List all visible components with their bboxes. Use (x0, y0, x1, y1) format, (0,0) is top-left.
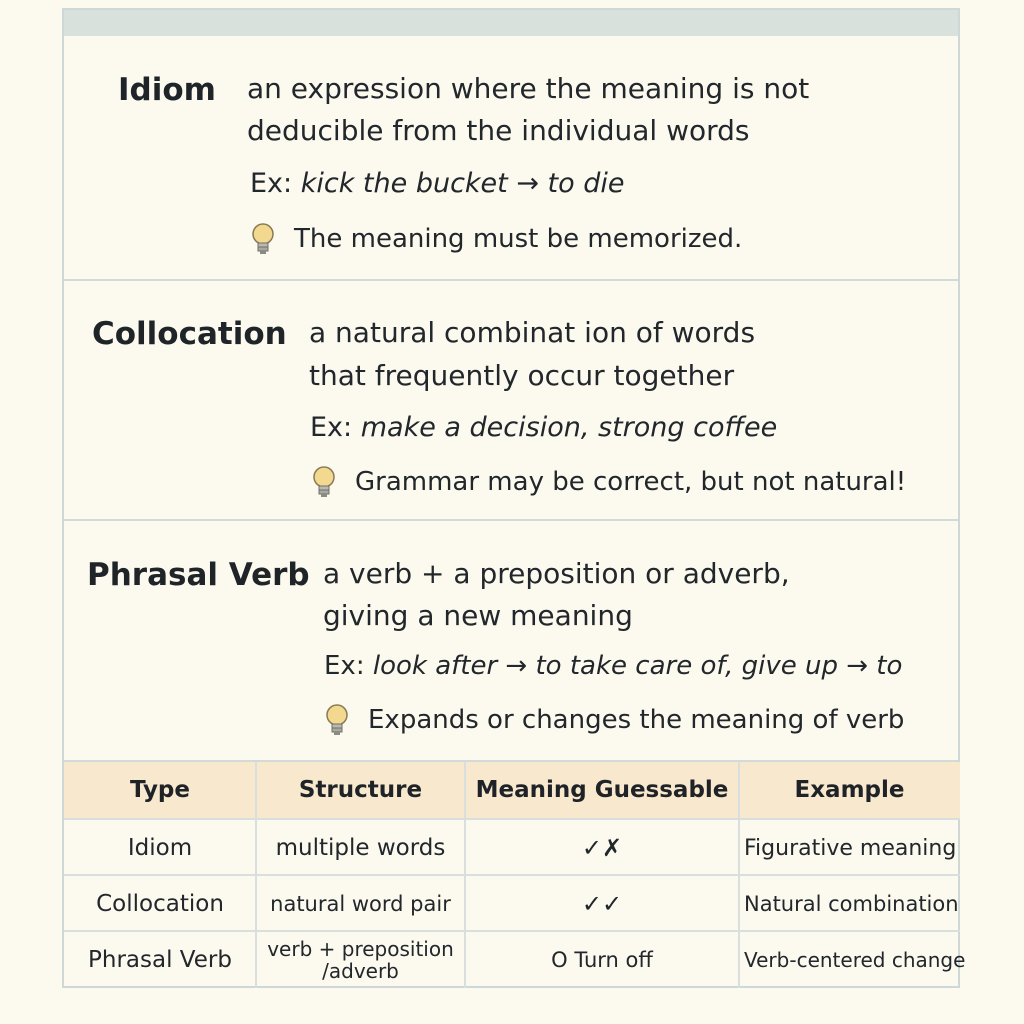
structure-line2: /adverb (322, 959, 399, 983)
table-cell: Collocation (96, 891, 224, 917)
tip-idiom (250, 222, 742, 256)
tip-text: Expands or changes the meaning of verb (368, 705, 905, 735)
term-collocation: Collocation (92, 316, 287, 352)
example-phrasal-verb (324, 651, 902, 681)
table-cell: ✓✗ (581, 834, 623, 862)
term-phrasal-verb: Phrasal Verb (87, 557, 310, 593)
example-prefix: Ex: (250, 168, 293, 199)
top-bar (64, 10, 958, 36)
definition-phrasal-verb-line2: giving a new meaning (323, 599, 633, 632)
table-cell: ✓✓ (581, 890, 623, 918)
comparison-table (64, 762, 966, 988)
example-text: look after → to take care of, give up → to (372, 651, 903, 681)
example-prefix: Ex: (324, 651, 365, 681)
table-cell: Figurative meaning (744, 835, 957, 861)
table-cell: Idiom (127, 835, 193, 861)
table-cell: multiple words (275, 835, 446, 861)
lightbulb-icon (311, 465, 337, 499)
example-text: kick the bucket → to die (300, 168, 625, 199)
tip-collocation (311, 465, 906, 499)
table-cell: Verb-centered change (744, 948, 966, 972)
example-text: make a decision, strong coffee (360, 412, 778, 443)
row-divider (64, 930, 960, 932)
header-meaning-guessable: Meaning Guessable (475, 777, 729, 803)
example-collocation (310, 412, 777, 443)
example-prefix: Ex: (310, 412, 353, 443)
tip-text: Grammar may be correct, but not natural! (355, 467, 907, 497)
table-cell: Natural combination (744, 892, 959, 916)
lightbulb-icon (324, 703, 350, 737)
table-cell: natural word pair (270, 892, 451, 916)
table-cell: O Turn off (551, 948, 653, 972)
definition-collocation-line2: that frequently occur together (309, 359, 735, 392)
header-example: Example (794, 777, 905, 803)
header-type: Type (129, 777, 190, 803)
tip-text: The meaning must be memorized. (294, 224, 743, 254)
definition-phrasal-verb-line1: a verb + a preposition or adverb, (323, 557, 790, 590)
definition-idiom-line2: deducible from the individual words (247, 114, 750, 147)
table-cell (256, 932, 465, 988)
example-idiom (250, 168, 624, 199)
section-divider (64, 279, 958, 281)
definition-collocation-line1: a natural combinat ion of words (309, 316, 756, 349)
term-idiom: Idiom (118, 72, 216, 108)
row-divider (64, 818, 960, 820)
tip-phrasal-verb (324, 703, 904, 737)
structure-line1: verb + preposition (267, 937, 454, 961)
lightbulb-icon (250, 222, 276, 256)
table-cell: Phrasal Verb (88, 947, 232, 973)
row-divider (64, 874, 960, 876)
section-divider (64, 519, 958, 521)
definition-idiom-line1: an expression where the meaning is not (247, 72, 810, 105)
header-structure: Structure (298, 777, 423, 803)
